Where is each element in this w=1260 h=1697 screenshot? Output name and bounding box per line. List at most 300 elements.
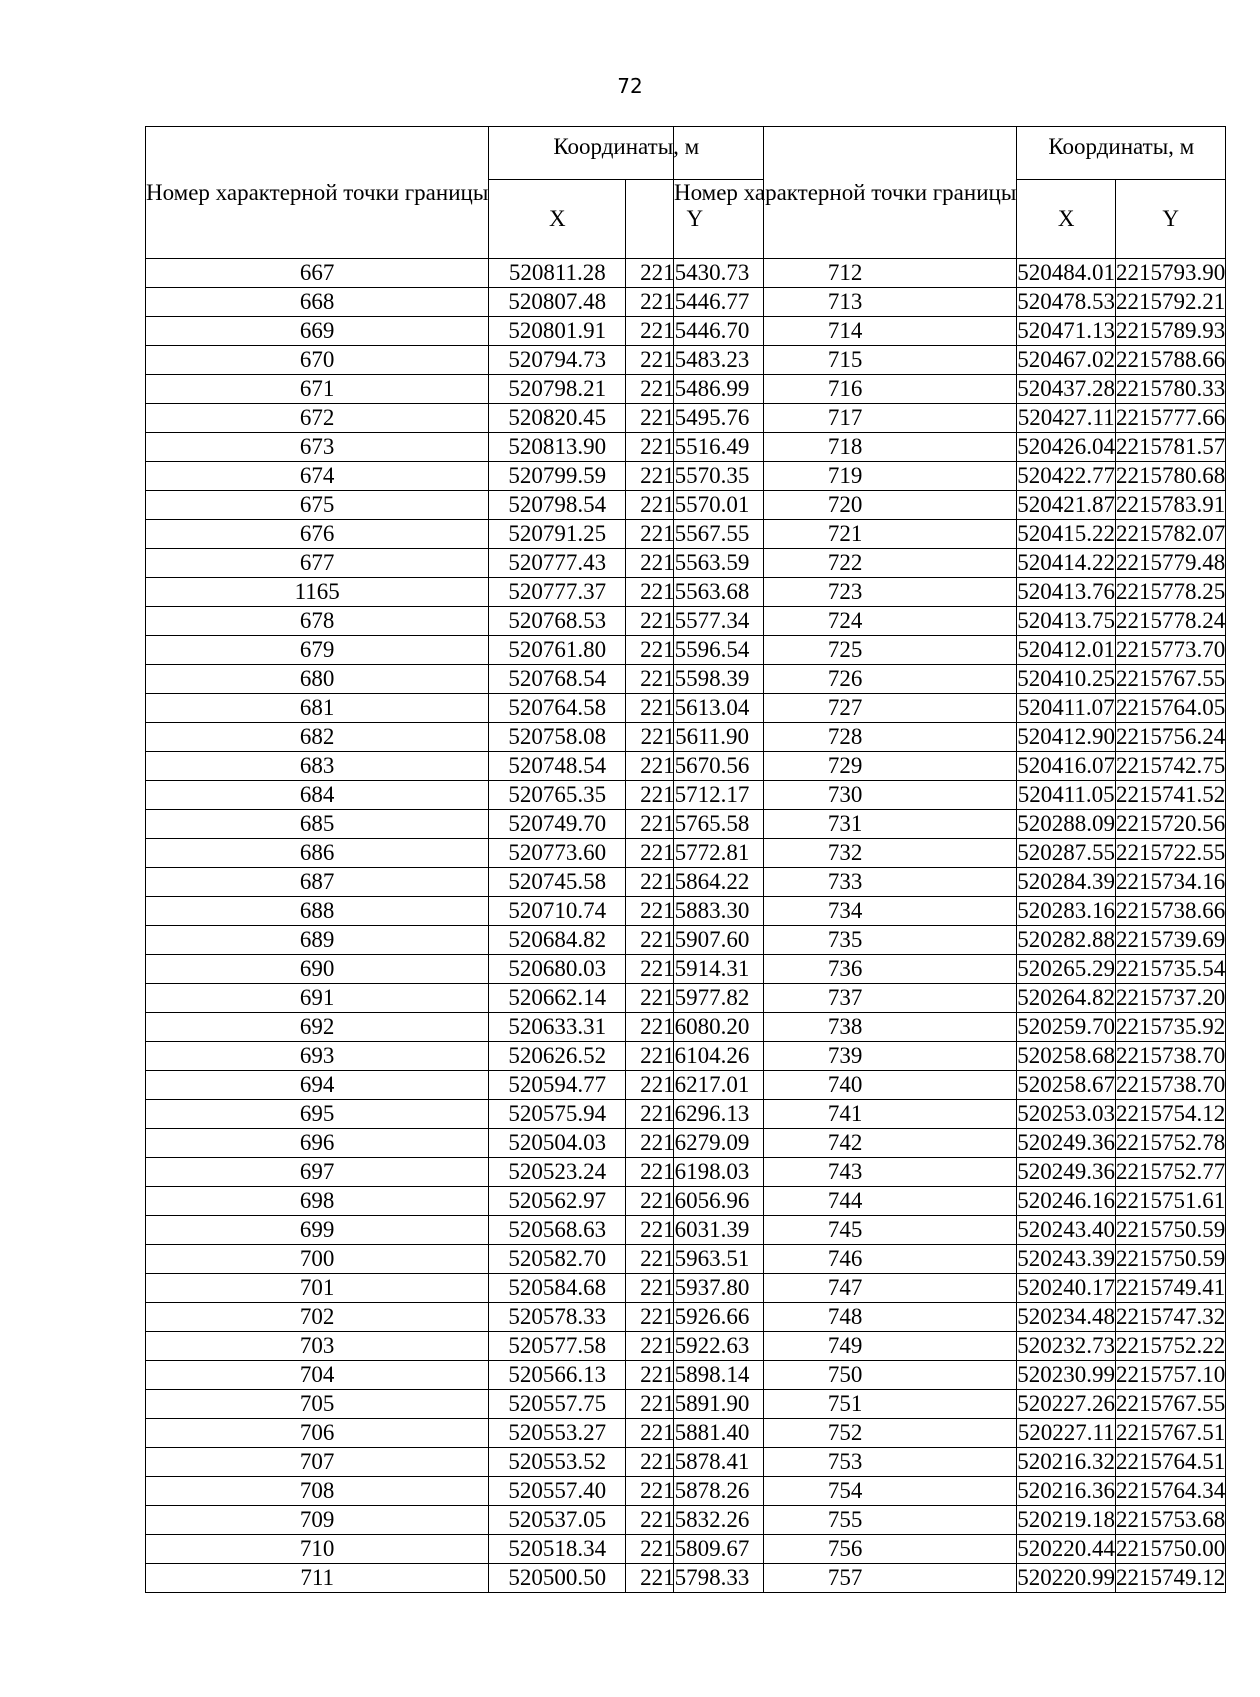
x-coordinate-cell: 520249.36	[1017, 1129, 1116, 1158]
y-coordinate-cell: 2215778.25	[1116, 578, 1226, 607]
x-coordinate-cell: 520777.43	[489, 549, 626, 578]
point-number-cell: 720	[674, 491, 1017, 520]
point-number-cell: 716	[674, 375, 1017, 404]
x-coordinate-cell: 520798.21	[489, 375, 626, 404]
y-coordinate-cell: 2215749.41	[1116, 1274, 1226, 1303]
table-row	[674, 404, 1226, 433]
table-row	[674, 346, 1226, 375]
y-coordinate-cell: 2215738.70	[1116, 1042, 1226, 1071]
y-coordinate-cell: 2215742.75	[1116, 752, 1226, 781]
y-coordinate-cell: 2215777.66	[1116, 404, 1226, 433]
point-number-cell: 1165	[146, 578, 489, 607]
table-row	[146, 810, 764, 839]
y-coordinate-cell: 2215486.99	[626, 375, 764, 404]
point-number-cell: 724	[674, 607, 1017, 636]
point-number-cell: 752	[674, 1419, 1017, 1448]
point-number-cell: 673	[146, 433, 489, 462]
x-coordinate-cell: 520282.88	[1017, 926, 1116, 955]
x-coordinate-cell: 520288.09	[1017, 810, 1116, 839]
x-coordinate-cell: 520216.36	[1017, 1477, 1116, 1506]
y-coordinate-cell: 2215722.55	[1116, 839, 1226, 868]
table-row	[146, 1303, 764, 1332]
point-number-cell: 706	[146, 1419, 489, 1448]
table-row	[674, 491, 1226, 520]
y-coordinate-cell: 2215767.55	[1116, 665, 1226, 694]
y-coordinate-cell: 2215750.00	[1116, 1535, 1226, 1564]
y-coordinate-cell: 2215793.90	[1116, 259, 1226, 288]
x-coordinate-cell: 520412.90	[1017, 723, 1116, 752]
table-row	[146, 897, 764, 926]
x-coordinate-cell: 520811.28	[489, 259, 626, 288]
table-row	[146, 317, 764, 346]
table-row	[674, 636, 1226, 665]
header-x: X	[489, 180, 626, 259]
table-row	[674, 839, 1226, 868]
header-coordinates: Координаты, м	[1017, 127, 1226, 180]
point-number-cell: 697	[146, 1158, 489, 1187]
x-coordinate-cell: 520777.37	[489, 578, 626, 607]
x-coordinate-cell: 520410.25	[1017, 665, 1116, 694]
table-row	[146, 1448, 764, 1477]
y-coordinate-cell: 2215737.20	[1116, 984, 1226, 1013]
x-coordinate-cell: 520484.01	[1017, 259, 1116, 288]
x-coordinate-cell: 520761.80	[489, 636, 626, 665]
point-number-cell: 756	[674, 1535, 1017, 1564]
y-coordinate-cell: 2215752.22	[1116, 1332, 1226, 1361]
point-number-cell: 744	[674, 1187, 1017, 1216]
table-row	[674, 288, 1226, 317]
table-row	[146, 926, 764, 955]
point-number-cell: 727	[674, 694, 1017, 723]
point-number-cell: 729	[674, 752, 1017, 781]
y-coordinate-cell: 2215749.12	[1116, 1564, 1226, 1593]
y-coordinate-cell: 2215750.59	[1116, 1216, 1226, 1245]
point-number-cell: 677	[146, 549, 489, 578]
table-row	[674, 781, 1226, 810]
header-y: Y	[626, 180, 764, 259]
x-coordinate-cell: 520421.87	[1017, 491, 1116, 520]
point-number-cell: 696	[146, 1129, 489, 1158]
table-row	[674, 317, 1226, 346]
point-number-cell: 672	[146, 404, 489, 433]
point-number-cell: 707	[146, 1448, 489, 1477]
x-coordinate-cell: 520768.54	[489, 665, 626, 694]
y-coordinate-cell: 2215741.52	[1116, 781, 1226, 810]
x-coordinate-cell: 520471.13	[1017, 317, 1116, 346]
x-coordinate-cell: 520243.40	[1017, 1216, 1116, 1245]
x-coordinate-cell: 520413.76	[1017, 578, 1116, 607]
table-row	[146, 636, 764, 665]
y-coordinate-cell: 2215735.54	[1116, 955, 1226, 984]
y-coordinate-cell: 2215738.66	[1116, 897, 1226, 926]
point-number-cell: 671	[146, 375, 489, 404]
point-number-cell: 684	[146, 781, 489, 810]
x-coordinate-cell: 520557.40	[489, 1477, 626, 1506]
x-coordinate-cell: 520264.82	[1017, 984, 1116, 1013]
y-coordinate-cell: 2215898.14	[626, 1361, 764, 1390]
x-coordinate-cell: 520227.26	[1017, 1390, 1116, 1419]
point-number-cell: 713	[674, 288, 1017, 317]
x-coordinate-cell: 520411.07	[1017, 694, 1116, 723]
y-coordinate-cell: 2215738.70	[1116, 1071, 1226, 1100]
x-coordinate-cell: 520582.70	[489, 1245, 626, 1274]
x-coordinate-cell: 520216.32	[1017, 1448, 1116, 1477]
y-coordinate-cell: 2215780.33	[1116, 375, 1226, 404]
table-row	[674, 694, 1226, 723]
header-coordinates: Координаты, м	[489, 127, 764, 180]
y-coordinate-cell: 2215782.07	[1116, 520, 1226, 549]
table-row	[674, 1448, 1226, 1477]
point-number-cell: 694	[146, 1071, 489, 1100]
x-coordinate-cell: 520414.22	[1017, 549, 1116, 578]
point-number-cell: 721	[674, 520, 1017, 549]
y-coordinate-cell: 2216217.01	[626, 1071, 764, 1100]
y-coordinate-cell: 2215878.41	[626, 1448, 764, 1477]
table-row	[146, 752, 764, 781]
table-row	[146, 375, 764, 404]
y-coordinate-cell: 2216198.03	[626, 1158, 764, 1187]
point-number-cell: 685	[146, 810, 489, 839]
point-number-cell: 731	[674, 810, 1017, 839]
y-coordinate-cell: 2215792.21	[1116, 288, 1226, 317]
table-row	[146, 1535, 764, 1564]
y-coordinate-cell: 2216031.39	[626, 1216, 764, 1245]
point-number-cell: 668	[146, 288, 489, 317]
x-coordinate-cell: 520748.54	[489, 752, 626, 781]
table-row	[674, 549, 1226, 578]
table-row	[146, 1187, 764, 1216]
table-row	[674, 1013, 1226, 1042]
table-row	[146, 1071, 764, 1100]
x-coordinate-cell: 520258.67	[1017, 1071, 1116, 1100]
y-coordinate-cell: 2215734.16	[1116, 868, 1226, 897]
table-row	[674, 433, 1226, 462]
x-coordinate-cell: 520749.70	[489, 810, 626, 839]
table-row	[146, 781, 764, 810]
y-coordinate-cell: 2215764.05	[1116, 694, 1226, 723]
point-number-cell: 740	[674, 1071, 1017, 1100]
point-number-cell: 686	[146, 839, 489, 868]
x-coordinate-cell: 520411.05	[1017, 781, 1116, 810]
y-coordinate-cell: 2215570.35	[626, 462, 764, 491]
table-row	[674, 1129, 1226, 1158]
y-coordinate-cell: 2215751.61	[1116, 1187, 1226, 1216]
table-row	[146, 1100, 764, 1129]
table-row	[146, 1361, 764, 1390]
point-number-cell: 691	[146, 984, 489, 1013]
x-coordinate-cell: 520578.33	[489, 1303, 626, 1332]
x-coordinate-cell: 520478.53	[1017, 288, 1116, 317]
y-coordinate-cell: 2215907.60	[626, 926, 764, 955]
x-coordinate-cell: 520575.94	[489, 1100, 626, 1129]
point-number-cell: 699	[146, 1216, 489, 1245]
table-row	[674, 259, 1226, 288]
point-number-cell: 738	[674, 1013, 1017, 1042]
table-row	[146, 694, 764, 723]
table-row	[146, 1013, 764, 1042]
y-coordinate-cell: 2215613.04	[626, 694, 764, 723]
table-row	[674, 810, 1226, 839]
table-row	[146, 520, 764, 549]
y-coordinate-cell: 2215798.33	[626, 1564, 764, 1593]
x-coordinate-cell: 520220.44	[1017, 1535, 1116, 1564]
y-coordinate-cell: 2215483.23	[626, 346, 764, 375]
coordinates-table-right	[673, 126, 1226, 1593]
table-row	[146, 578, 764, 607]
x-coordinate-cell: 520467.02	[1017, 346, 1116, 375]
table-row	[146, 1274, 764, 1303]
point-number-cell: 717	[674, 404, 1017, 433]
point-number-cell: 705	[146, 1390, 489, 1419]
point-number-cell: 741	[674, 1100, 1017, 1129]
table-row	[146, 955, 764, 984]
table-row	[674, 578, 1226, 607]
point-number-cell: 681	[146, 694, 489, 723]
table-row	[146, 491, 764, 520]
point-number-cell: 754	[674, 1477, 1017, 1506]
x-coordinate-cell: 520523.24	[489, 1158, 626, 1187]
y-coordinate-cell: 2215914.31	[626, 955, 764, 984]
point-number-cell: 692	[146, 1013, 489, 1042]
y-coordinate-cell: 2215598.39	[626, 665, 764, 694]
table-row	[674, 897, 1226, 926]
point-number-cell: 734	[674, 897, 1017, 926]
x-coordinate-cell: 520227.11	[1017, 1419, 1116, 1448]
y-coordinate-cell: 2215832.26	[626, 1506, 764, 1535]
y-coordinate-cell: 2215767.55	[1116, 1390, 1226, 1419]
table-row	[146, 1245, 764, 1274]
point-number-cell: 683	[146, 752, 489, 781]
x-coordinate-cell: 520791.25	[489, 520, 626, 549]
table-row	[674, 1564, 1226, 1593]
x-coordinate-cell: 520413.75	[1017, 607, 1116, 636]
point-number-cell: 715	[674, 346, 1017, 375]
table-header	[674, 127, 1226, 259]
table-row	[146, 1332, 764, 1361]
y-coordinate-cell: 2216080.20	[626, 1013, 764, 1042]
table-row	[674, 1477, 1226, 1506]
x-coordinate-cell: 520566.13	[489, 1361, 626, 1390]
x-coordinate-cell: 520662.14	[489, 984, 626, 1013]
point-number-cell: 748	[674, 1303, 1017, 1332]
point-number-cell: 710	[146, 1535, 489, 1564]
x-coordinate-cell: 520568.63	[489, 1216, 626, 1245]
point-number-cell: 722	[674, 549, 1017, 578]
header-point-number: Номер характерной точки границы	[146, 127, 489, 259]
x-coordinate-cell: 520284.39	[1017, 868, 1116, 897]
y-coordinate-cell: 2215446.70	[626, 317, 764, 346]
point-number-cell: 751	[674, 1390, 1017, 1419]
page-number: 72	[617, 74, 643, 98]
x-coordinate-cell: 520680.03	[489, 955, 626, 984]
table-row	[674, 868, 1226, 897]
point-number-cell: 688	[146, 897, 489, 926]
table-row	[146, 868, 764, 897]
table-row	[674, 1419, 1226, 1448]
table-row	[146, 1390, 764, 1419]
x-coordinate-cell: 520234.48	[1017, 1303, 1116, 1332]
x-coordinate-cell: 520219.18	[1017, 1506, 1116, 1535]
y-coordinate-cell: 2215937.80	[626, 1274, 764, 1303]
x-coordinate-cell: 520504.03	[489, 1129, 626, 1158]
y-coordinate-cell: 2215516.49	[626, 433, 764, 462]
table-row	[146, 404, 764, 433]
table-row	[674, 1535, 1226, 1564]
table-row	[674, 375, 1226, 404]
y-coordinate-cell: 2215735.92	[1116, 1013, 1226, 1042]
y-coordinate-cell: 2215778.24	[1116, 607, 1226, 636]
y-coordinate-cell: 2215611.90	[626, 723, 764, 752]
y-coordinate-cell: 2215567.55	[626, 520, 764, 549]
point-number-cell: 719	[674, 462, 1017, 491]
table-row	[146, 665, 764, 694]
x-coordinate-cell: 520427.11	[1017, 404, 1116, 433]
point-number-cell: 739	[674, 1042, 1017, 1071]
y-coordinate-cell: 2215789.93	[1116, 317, 1226, 346]
point-number-cell: 709	[146, 1506, 489, 1535]
y-coordinate-cell: 2215577.34	[626, 607, 764, 636]
point-number-cell: 728	[674, 723, 1017, 752]
point-number-cell: 723	[674, 578, 1017, 607]
point-number-cell: 750	[674, 1361, 1017, 1390]
x-coordinate-cell: 520500.50	[489, 1564, 626, 1593]
point-number-cell: 680	[146, 665, 489, 694]
x-coordinate-cell: 520820.45	[489, 404, 626, 433]
coordinates-table-left	[145, 126, 764, 1593]
point-number-cell: 732	[674, 839, 1017, 868]
table-row	[146, 1129, 764, 1158]
x-coordinate-cell: 520584.68	[489, 1274, 626, 1303]
y-coordinate-cell: 2215596.54	[626, 636, 764, 665]
x-coordinate-cell: 520594.77	[489, 1071, 626, 1100]
y-coordinate-cell: 2215767.51	[1116, 1419, 1226, 1448]
x-coordinate-cell: 520249.36	[1017, 1158, 1116, 1187]
y-coordinate-cell: 2215757.10	[1116, 1361, 1226, 1390]
y-coordinate-cell: 2215788.66	[1116, 346, 1226, 375]
y-coordinate-cell: 2215712.17	[626, 781, 764, 810]
x-coordinate-cell: 520412.01	[1017, 636, 1116, 665]
table-row	[146, 346, 764, 375]
x-coordinate-cell: 520240.17	[1017, 1274, 1116, 1303]
point-number-cell: 737	[674, 984, 1017, 1013]
table-row	[674, 1100, 1226, 1129]
point-number-cell: 730	[674, 781, 1017, 810]
x-coordinate-cell: 520577.58	[489, 1332, 626, 1361]
table-header	[146, 127, 764, 259]
table-row	[146, 607, 764, 636]
y-coordinate-cell: 2215779.48	[1116, 549, 1226, 578]
x-coordinate-cell: 520745.58	[489, 868, 626, 897]
y-coordinate-cell: 2215781.57	[1116, 433, 1226, 462]
x-coordinate-cell: 520798.54	[489, 491, 626, 520]
point-number-cell: 669	[146, 317, 489, 346]
point-number-cell: 746	[674, 1245, 1017, 1274]
point-number-cell: 745	[674, 1216, 1017, 1245]
x-coordinate-cell: 520764.58	[489, 694, 626, 723]
y-coordinate-cell: 2215773.70	[1116, 636, 1226, 665]
table-row	[674, 1042, 1226, 1071]
table-row	[674, 1274, 1226, 1303]
x-coordinate-cell: 520562.97	[489, 1187, 626, 1216]
x-coordinate-cell: 520246.16	[1017, 1187, 1116, 1216]
y-coordinate-cell: 2215754.12	[1116, 1100, 1226, 1129]
point-number-cell: 702	[146, 1303, 489, 1332]
y-coordinate-cell: 2215570.01	[626, 491, 764, 520]
y-coordinate-cell: 2215977.82	[626, 984, 764, 1013]
x-coordinate-cell: 520633.31	[489, 1013, 626, 1042]
y-coordinate-cell: 2216296.13	[626, 1100, 764, 1129]
x-coordinate-cell: 520684.82	[489, 926, 626, 955]
x-coordinate-cell: 520801.91	[489, 317, 626, 346]
table-row	[674, 926, 1226, 955]
table-row	[674, 1361, 1226, 1390]
point-number-cell: 701	[146, 1274, 489, 1303]
y-coordinate-cell: 2215764.51	[1116, 1448, 1226, 1477]
table-row	[146, 1216, 764, 1245]
x-coordinate-cell: 520710.74	[489, 897, 626, 926]
point-number-cell: 689	[146, 926, 489, 955]
point-number-cell: 695	[146, 1100, 489, 1129]
table-row	[674, 1158, 1226, 1187]
y-coordinate-cell: 2215891.90	[626, 1390, 764, 1419]
x-coordinate-cell: 520232.73	[1017, 1332, 1116, 1361]
x-coordinate-cell: 520773.60	[489, 839, 626, 868]
table-row	[674, 1332, 1226, 1361]
x-coordinate-cell: 520553.27	[489, 1419, 626, 1448]
table-row	[674, 1245, 1226, 1274]
table-row	[674, 520, 1226, 549]
point-number-cell: 714	[674, 317, 1017, 346]
x-coordinate-cell: 520626.52	[489, 1042, 626, 1071]
point-number-cell: 687	[146, 868, 489, 897]
table-row	[146, 1477, 764, 1506]
point-number-cell: 675	[146, 491, 489, 520]
y-coordinate-cell: 2215563.68	[626, 578, 764, 607]
y-coordinate-cell: 2215883.30	[626, 897, 764, 926]
x-coordinate-cell: 520765.35	[489, 781, 626, 810]
table-row	[674, 607, 1226, 636]
point-number-cell: 753	[674, 1448, 1017, 1477]
y-coordinate-cell: 2215752.77	[1116, 1158, 1226, 1187]
x-coordinate-cell: 520415.22	[1017, 520, 1116, 549]
point-number-cell: 726	[674, 665, 1017, 694]
point-number-cell: 679	[146, 636, 489, 665]
header-y: Y	[1116, 180, 1226, 259]
x-coordinate-cell: 520794.73	[489, 346, 626, 375]
y-coordinate-cell: 2215922.63	[626, 1332, 764, 1361]
y-coordinate-cell: 2215747.32	[1116, 1303, 1226, 1332]
y-coordinate-cell: 2215926.66	[626, 1303, 764, 1332]
y-coordinate-cell: 2215756.24	[1116, 723, 1226, 752]
point-number-cell: 670	[146, 346, 489, 375]
x-coordinate-cell: 520553.52	[489, 1448, 626, 1477]
x-coordinate-cell: 520230.99	[1017, 1361, 1116, 1390]
table-row	[674, 984, 1226, 1013]
x-coordinate-cell: 520283.16	[1017, 897, 1116, 926]
y-coordinate-cell: 2215750.59	[1116, 1245, 1226, 1274]
table-row	[146, 433, 764, 462]
y-coordinate-cell: 2215765.58	[626, 810, 764, 839]
point-number-cell: 718	[674, 433, 1017, 462]
point-number-cell: 755	[674, 1506, 1017, 1535]
point-number-cell: 700	[146, 1245, 489, 1274]
y-coordinate-cell: 2215809.67	[626, 1535, 764, 1564]
x-coordinate-cell: 520807.48	[489, 288, 626, 317]
x-coordinate-cell: 520537.05	[489, 1506, 626, 1535]
y-coordinate-cell: 2215963.51	[626, 1245, 764, 1274]
table-row	[146, 1042, 764, 1071]
table-row	[674, 1390, 1226, 1419]
